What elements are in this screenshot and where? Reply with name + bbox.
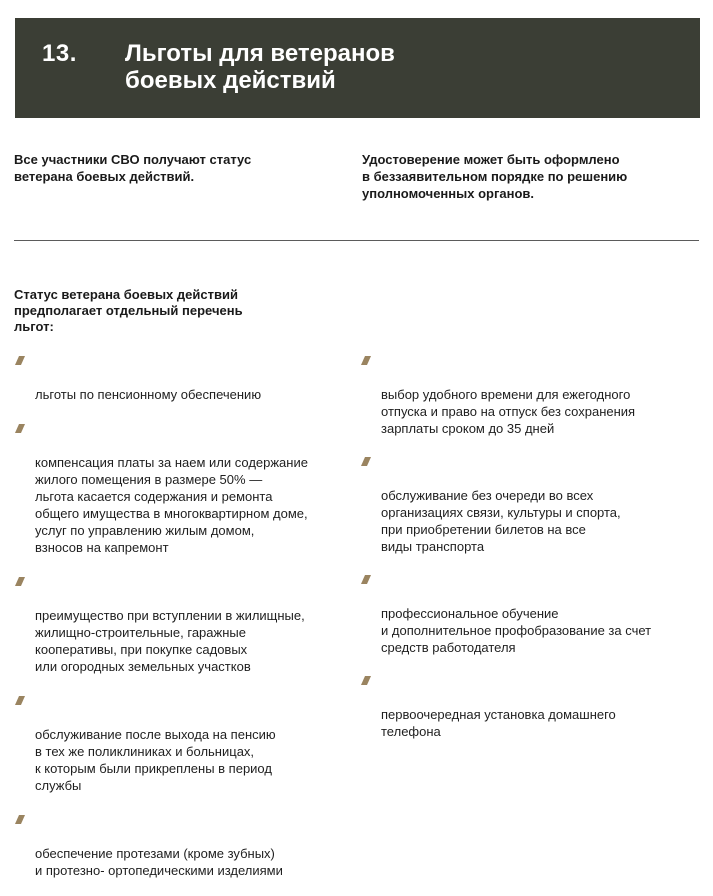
bullet-marker-icon — [361, 356, 371, 365]
benefits-list-right — [360, 352, 705, 756]
list-item-text: профессиональное обучение и дополнительное профобразование за счет средств работодателя — [381, 606, 652, 655]
list-item — [360, 453, 705, 555]
benefits-list-left — [14, 352, 354, 896]
section-title: Льготы для ветеранов боевых действий — [125, 40, 395, 94]
list-item-text: льготы по пенсионному обеспечению — [35, 387, 262, 402]
benefits-list-title: Статус ветерана боевых действий предполагает отдельный перечень льгот: — [14, 287, 243, 334]
bullet-marker-icon — [15, 696, 25, 705]
list-item — [14, 352, 354, 403]
bullet-marker-icon — [361, 575, 371, 584]
list-item-text: выбор удобного времени для ежегодного отпуска и право на отпуск без сохранения зарплаты сроком до 35 дней — [381, 387, 636, 436]
intro-right-text: Удостоверение может быть оформлено в беззаявительном порядке по решению уполномоченных органов. — [362, 152, 628, 201]
list-item-text: обеспечение протезами (кроме зубных) и протезно- ортопедическими изделиями — [35, 846, 283, 878]
bullet-marker-icon — [361, 676, 371, 685]
bullet-marker-icon — [361, 457, 371, 466]
bullet-marker-icon — [15, 356, 25, 365]
list-item-text: обслуживание после выхода на пенсию в тех же поликлиниках и больницах, к которым были прикреплены в период службы — [35, 727, 276, 793]
bullet-marker-icon — [15, 815, 25, 824]
list-item-text: обслуживание без очереди во всех организациях связи, культуры и спорта, при приобретении билетов на все виды транспорта — [381, 488, 621, 554]
list-item — [14, 573, 354, 675]
list-item — [14, 420, 354, 556]
list-item — [14, 811, 354, 879]
list-item — [360, 672, 705, 740]
intro-left-text: Все участники СВО получают статус ветерана боевых действий. — [14, 152, 252, 184]
list-item-text: преимущество при вступлении в жилищные, жилищно-строительные, гаражные кооперативы, при покупке садовых или огородных земельных участков — [35, 608, 305, 674]
list-item — [360, 571, 705, 656]
bullet-marker-icon — [15, 424, 25, 433]
list-item-text: первоочередная установка домашнего телефона — [381, 707, 616, 739]
section-header — [15, 18, 700, 118]
list-item-text: компенсация платы за наем или содержание жилого помещения в размере 50% — льгота касается содержания и ремонта общего имущества в многоквартирном доме, услуг по управлению жилым домом, взносов на капремонт — [35, 455, 308, 555]
section-number: 13. — [42, 40, 77, 67]
list-item — [360, 352, 705, 437]
bullet-marker-icon — [15, 577, 25, 586]
list-item — [14, 692, 354, 794]
divider — [14, 240, 699, 241]
